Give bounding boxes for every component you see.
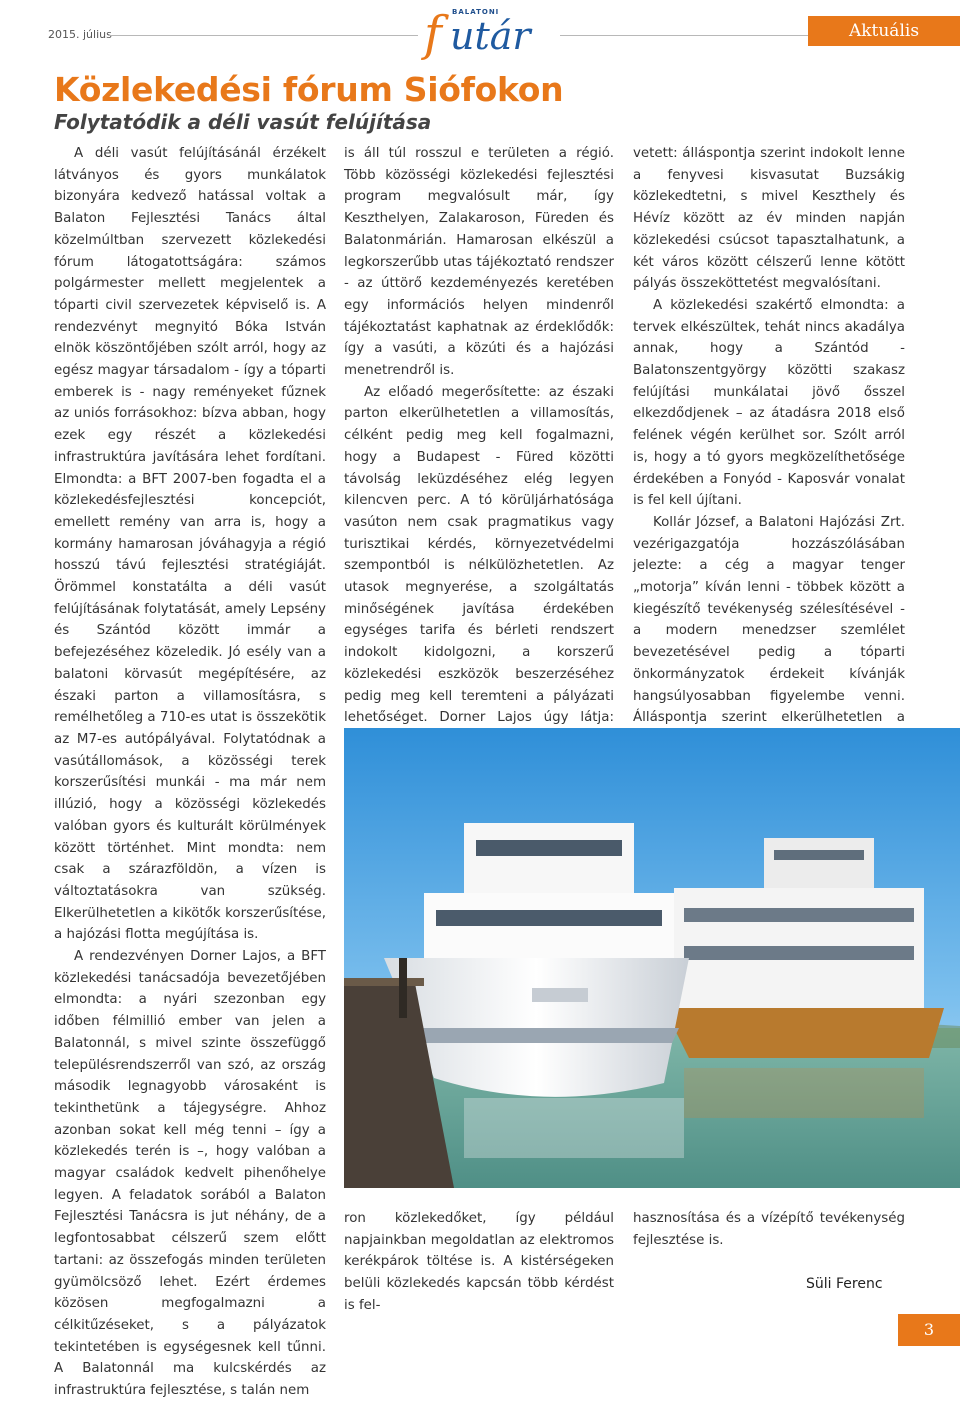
paragraph: is áll túl rosszul e területen a régió. Több közösségi közlekedési fejlesztési program megvalósult már, így Keszthelyen, Zalakaroson, Füreden és Balatonmárián. Hamarosan elkészül a legkorszerűbb utas tájékoztató rendszer - az úttörő kezdeményezés keretében egy információs helyen mindenről tájékoztatást kaphatnak az érdeklődők: így a vasúti, a közúti és a hajózási menetrendről is.	[344, 146, 614, 379]
paragraph: A közlekedési szakértő elmondta: a tervek elkészültek, tehát nincs akadálya annak, hogy a Szántód - Balatonszentgyörgy közötti szakasz felújítási munkálatai jövő ősszel elkezdődjenek – az átadásra 2018 első felének végén kerülhet sor. Szólt arról is, hogy a tó gyors megközelíthetősége érdekében a Fonyód - Kaposvár vonalat is fel kell újítani.	[633, 297, 905, 509]
article-column-2-continued	[344, 1208, 614, 1313]
article-column-3	[633, 143, 905, 726]
issue-date: 2015. július	[48, 28, 112, 41]
paragraph: hasznosítása és a vízépítő tevékenység fejlesztése is.	[633, 1211, 905, 1248]
paragraph: Az előadó megerősítette: az északi parton elkerülhetetlen a villamosítás, célként pedig meg kell fogalmazni, hogy a Budapest - Füred közötti távolság leküzdéséhez elég legyen kilencven perc. A tó körüljárhatósága vasúton nem csak pragmatikus vagy turisztikai kérdés, környezetvédelmi szempontból is nélkülözhetetlen. Az utasok megnyerése, a szolgáltatás minőségének javítása érdekében egységes tarifa és bérleti rendszert indokolt kidolgozni, a korszerű közlekedési eszközök beszerzéséhez pedig meg kell teremteni a pályázati lehetőséget. Dorner Lajos úgy látja:	[344, 384, 614, 726]
logo-wordmark-overlay: utár	[450, 14, 531, 58]
article-subtitle: Folytatódik a déli vasút felújítása	[54, 110, 432, 134]
paragraph: ron közlekedőket, így például napjainkban megoldatlan az elektromos kerékpárok töltése is. A kistérségeken belüli közlekedés kapcsán több kérdést is fel-	[344, 1211, 614, 1313]
page-number: 3	[898, 1314, 960, 1346]
section-label: Aktuális	[808, 16, 960, 46]
boats-illustration	[344, 728, 960, 1188]
article-column-2	[344, 143, 614, 726]
boats-photo	[344, 728, 960, 1188]
article-column-3-continued	[633, 1208, 905, 1258]
paragraph: vetett: álláspontja szerint indokolt lenne a fenyvesi kisvasutat Buzsákig közlekedtetni, s mivel Keszthely és Hévíz között az év minden napján közlekedési csúcsot tapasztalhatunk, a két város között célszerű lenne kötött pályás összeköttetést megvalósítani.	[633, 146, 905, 292]
paragraph: A rendezvényen Dorner Lajos, a BFT közlekedési tanácsadója bevezetőjében elmondta: a nyári szezonban egy időben félmillió ember van jelen a Balatonnál, s mivel szinte összefüggő településrendszerről van szó, az ország második legnagyobb városaként is tekinthetünk a tájegységre. Ahhoz azonban sokat kell még tenni – így a közlekedés terén is –, hogy valóban a magyar családok kedvelt pihenőhelye legyen. A feladatok sorából a Balaton Fejlesztési Tanácsra is jut néhány, de a legfontosabbat célszerű szem előtt tartani: az összefogás minden területen gyümölcsöző lehet. Ezért érdemes közösen megfogalmazni a célkitűzéseket, s a pályázatok tekintetében is egységesnek kell tűnni. A Balatonnál ma kulcskérdés az infrastruktúra fejlesztése, s talán nem	[54, 949, 326, 1399]
paragraph: A déli vasút felújításánál érzékelt látványos és gyors munkálatok bizonyára kedvező hatással voltak a Balaton Fejlesztési Tanács által közelmúltban szervezett közlekedési fórum látogatottságára: számos polgármester mellett megjelentek a tóparti civil szervezetek képviselő is. A rendezvényt megnyitó Bóka István elnök köszöntőjében szólt arról, hogy az egész magyar társadalom - így a tóparti emberek is - nagy reményeket fűznek az uniós forrásokhoz: bízva abban, hogy ezek egy részét a közlekedési infrastruktúra javítására lehet fordítani. Elmondta: a BFT 2007-ben fogadta el a közlekedésfejlesztési koncepciót, emellett remény van arra is, hogy a kormány hamarosan jóváhagyja a régió hosszú távú fejlesztési stratégiáját. Örömmel konstatálta a déli vasút felújításának folytatását, amely Lepsény és Szántód között immár a befejezéséhez közeledik. Jó esély van a balatoni körvasút megépítésére, az északi parton a villamosításra, s remélhetőleg a 710-es utat is összekötik az M7-es autópályával. Folytatódnak a vasútállomások, a közösségi terek korszerűsítési munkái - ma már nem illúzió, hogy a közösségi közlekedés valóban gyors és kulturált körülmények között történhet. Mint mondta: nem csak a szárazföldön, a vízen is változtatásokra van szükség. Elkerülhetetlen a kikötők korszerűsítése, a hajózási flotta megújítása is.	[54, 146, 326, 943]
article-author: Süli Ferenc	[806, 1276, 883, 1292]
logo-f-letter-overlay: f	[424, 6, 442, 62]
article-title: Közlekedési fórum Siófokon	[54, 70, 564, 109]
paragraph: Kollár József, a Balatoni Hajózási Zrt. vezérigazgatója hozzászólásában jelezte: a cég a magyar tenger „motorja” kíván lenni - többek között a kiegészítő tevékenység szélesítésével - a modern menedzser szemlélet bevezetésével pedig a tóparti önkormányzatok érdekeit kívánják hangsúlyosabban figyelembe venni. Álláspontja szerint elkerülhetetlen a	[633, 514, 905, 726]
article-column-1	[54, 143, 326, 1399]
logo-small-text-overlay: BALATONI	[452, 8, 500, 16]
